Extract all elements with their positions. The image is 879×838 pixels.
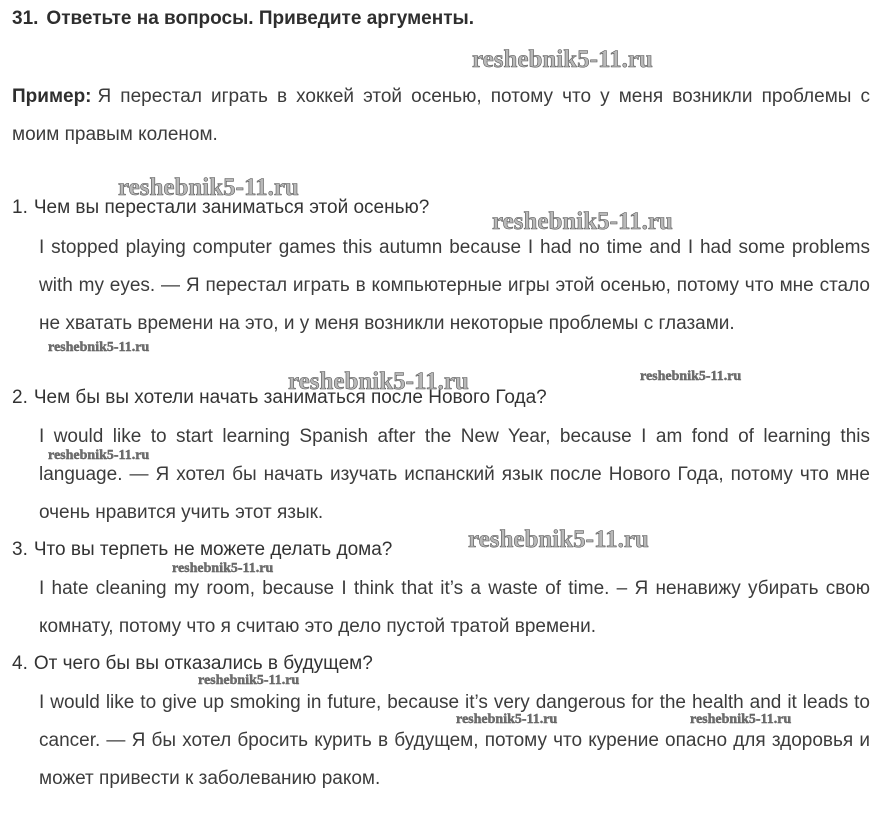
watermark: reshebnik5-11.ru (456, 712, 558, 727)
watermark: reshebnik5-11.ru (172, 561, 274, 576)
question-number: 2. (12, 387, 28, 408)
question-2 (12, 387, 547, 409)
watermark: reshebnik5-11.ru (640, 369, 742, 384)
watermark: reshebnik5-11.ru (468, 526, 649, 553)
answer-2: I would like to start learning Spanish after the New Year, because I am fond of learning this language. — Я хотел бы начать изучать испанский язык после Нового Года, потому что мне очень нравится учить этот язык. (39, 426, 870, 523)
question-number: 1. (12, 197, 28, 218)
watermark: reshebnik5-11.ru (472, 46, 653, 73)
watermark: reshebnik5-11.ru (48, 448, 150, 463)
question-3 (12, 539, 392, 561)
question-number: 4. (12, 653, 28, 674)
question-text: Чем бы вы хотели начать заниматься после Нового Года? (33, 387, 547, 408)
example-label: Пример: (12, 86, 92, 107)
watermark: reshebnik5-11.ru (198, 673, 300, 688)
answer-1: I stopped playing computer games this autumn because I had no time and I had some problems with my eyes. — Я перестал играть в компьютерные игры этой осенью, потому что мне стало не хватать времени на это, и у меня возникли некоторые проблемы с глазами. (39, 237, 870, 334)
watermark: reshebnik5-11.ru (690, 712, 792, 727)
watermark: reshebnik5-11.ru (118, 174, 299, 201)
question-number: 3. (12, 539, 28, 560)
watermark: reshebnik5-11.ru (288, 368, 469, 395)
question-text: От чего бы вы отказались в будущем? (33, 653, 373, 674)
exercise-heading (12, 8, 474, 30)
question-text: Что вы терпеть не можете делать дома? (33, 539, 393, 560)
question-1 (12, 197, 429, 219)
answer-4: I would like to give up smoking in future, because it’s very dangerous for the health and it leads to cancer. — Я бы хотел бросить курить в будущем, потому что курение опасно для здоровья и может привести к заболеванию раком. (39, 692, 870, 789)
exercise-number: 31. (12, 8, 39, 29)
watermark: reshebnik5-11.ru (48, 340, 150, 355)
watermark: reshebnik5-11.ru (492, 208, 673, 235)
example-text: Я перестал играть в хоккей этой осенью, потому что у меня возникли проблемы с моим правым коленом. (12, 86, 870, 145)
answer-3: I hate cleaning my room, because I think that it’s a waste of time. – Я ненавижу убирать свою комнату, потому что я считаю это дело пустой тратой времени. (39, 578, 870, 637)
example-paragraph (12, 78, 870, 154)
exercise-title: Ответьте на вопросы. Приведите аргументы. (46, 8, 475, 29)
question-text: Чем вы перестали заниматься этой осенью? (33, 197, 430, 218)
question-4 (12, 653, 373, 675)
